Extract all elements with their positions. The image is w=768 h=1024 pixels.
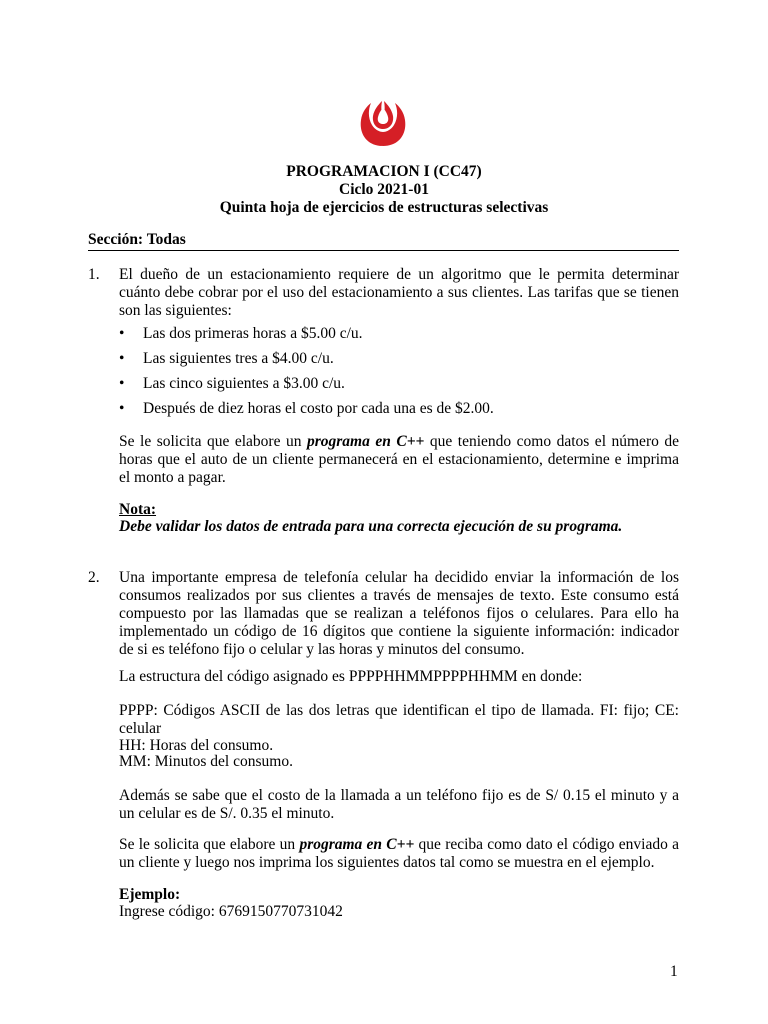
- q1-nota-title: Nota:: [119, 501, 157, 518]
- q1-requirement: Se le solicita que elabore un programa en C++ que teniendo como datos el número de horas que el auto de un cliente permanecerá en el estacionamiento, determine e imprima el monto a pagar.: [119, 433, 679, 486]
- list-item: • Las cinco siguientes a $3.00 c/u.: [119, 375, 345, 392]
- q2-example-title: Ejemplo:: [119, 886, 181, 903]
- section-label: Sección: Todas: [88, 231, 186, 248]
- list-item: • Después de diez horas el costo por cada una es de $2.00.: [119, 400, 494, 417]
- list-item: • Las dos primeras horas a $5.00 c/u.: [119, 325, 363, 342]
- q1-number: 1.: [88, 266, 100, 283]
- q2-number: 2.: [88, 569, 100, 586]
- q2-requirement: Se le solicita que elabore un programa en C++ que reciba como dato el código enviado a un cliente y luego nos imprima los siguientes datos tal como se muestra en el ejemplo.: [119, 836, 679, 871]
- bullet-icon: •: [119, 350, 125, 367]
- q2-intro: Una importante empresa de telefonía celular ha decidido enviar la información de los consumos realizados por sus clientes a través de mensajes de texto. Este consumo está compuesto por las llamadas que se realizan a teléfonos fijos o celulares. Para ello ha implementado un código de 16 dígitos que contiene la siguiente información: indicador de si es teléfono fijo o celular y las horas y minutos del consumo.: [119, 569, 679, 658]
- q2-def-pppp: PPPP: Códigos ASCII de las dos letras que identifican el tipo de llamada. FI: fijo; CE: celular: [119, 702, 679, 737]
- bullet-icon: •: [119, 325, 125, 342]
- q1-intro: El dueño de un estacionamiento requiere de un algoritmo que le permita determinar cuánto debe cobrar por el uso del estacionamiento a sus clientes. Las tarifas que se tienen son las siguientes:: [119, 266, 679, 319]
- q2-def-hh: HH: Horas del consumo.: [119, 737, 274, 754]
- bullet-icon: •: [119, 400, 125, 417]
- q1-nota-body: Debe validar los datos de entrada para una correcta ejecución de su programa.: [119, 518, 623, 535]
- upc-flame-logo-icon: [355, 96, 411, 148]
- course-title: PROGRAMACION I (CC47): [286, 163, 482, 180]
- q2-cost: Además se sabe que el costo de la llamada a un teléfono fijo es de S/ 0.15 el minuto y a un celular es de S/. 0.35 el minuto.: [119, 787, 679, 822]
- q2-example-line: Ingrese código: 6769150770731042: [119, 903, 343, 920]
- cycle-title: Ciclo 2021-01: [339, 181, 429, 198]
- bullet-icon: •: [119, 375, 125, 392]
- list-item: • Las siguientes tres a $4.00 c/u.: [119, 350, 334, 367]
- q2-structure: La estructura del código asignado es PPPPHHMMPPPPHHMM en donde:: [119, 668, 583, 685]
- header-divider: [88, 250, 679, 251]
- page-number: 1: [670, 963, 678, 980]
- q1-rate-list: [119, 325, 679, 425]
- sheet-subtitle: Quinta hoja de ejercicios de estructuras selectivas: [219, 199, 549, 216]
- q2-def-mm: MM: Minutos del consumo.: [119, 753, 293, 770]
